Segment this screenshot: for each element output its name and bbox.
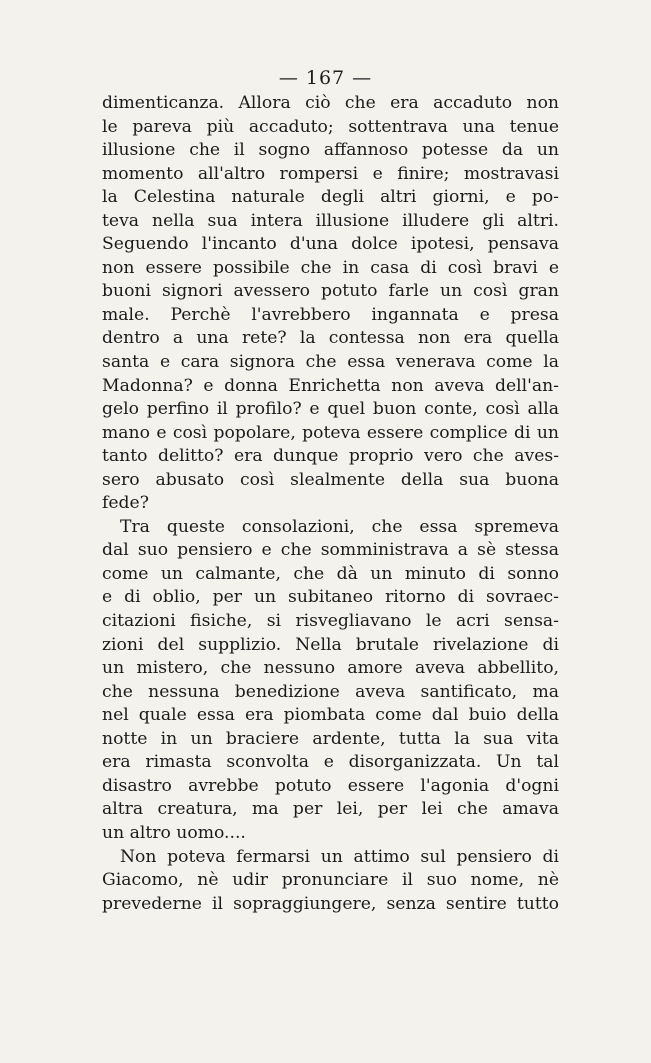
- text-line: prevederne il sopraggiungere, senza sentire tutto: [102, 893, 559, 914]
- text-line: mano e così popolare, poteva essere complice di un: [102, 422, 559, 443]
- page-number: — 167 —: [278, 67, 373, 89]
- body-text: [102, 92, 559, 916]
- text-line: notte in un braciere ardente, tutta la sua vita: [102, 728, 559, 749]
- text-line: dal suo pensiero e che somministrava a sè stessa: [102, 540, 559, 561]
- text-line: era rimasta sconvolta e disorganizzata. Un tal: [102, 752, 559, 773]
- text-line: momento all'altro rompersi e finire; mostravasi: [102, 163, 559, 184]
- text-line: come un calmante, che dà un minuto di sonno: [102, 563, 559, 584]
- text-line: santa e cara signora che essa venerava come la: [102, 352, 559, 373]
- text-line: Seguendo l'incanto d'una dolce ipotesi, pensava: [102, 234, 559, 255]
- text-line: Tra queste consolazioni, che essa spremeva: [120, 516, 559, 537]
- text-line: sero abusato così slealmente della sua buona: [102, 469, 559, 490]
- text-line: che nessuna benedizione aveva santificato, ma: [102, 681, 559, 702]
- text-line: male. Perchè l'avrebbero ingannata e presa: [102, 304, 559, 325]
- text-line: buoni signori avessero potuto farle un così gran: [102, 281, 559, 302]
- text-line: dentro a una rete? la contessa non era quella: [102, 328, 559, 349]
- text-line: gelo perfino il profilo? e quel buon conte, così alla: [102, 399, 559, 420]
- text-line: disastro avrebbe potuto essere l'agonia d'ogni: [102, 775, 559, 796]
- text-line: Madonna? e donna Enrichetta non aveva dell'an-: [102, 375, 559, 396]
- text-line: nel quale essa era piombata come dal buio della: [102, 705, 559, 726]
- text-line: zioni del supplizio. Nella brutale rivelazione di: [102, 634, 559, 655]
- text-line: illusione che il sogno affannoso potesse da un: [102, 140, 559, 161]
- text-line: non essere possibile che in casa di così bravi e: [102, 257, 559, 278]
- text-line: un altro uomo....: [102, 822, 246, 843]
- text-line: dimenticanza. Allora ciò che era accaduto non: [102, 93, 559, 113]
- text-line: un mistero, che nessuno amore aveva abbellito,: [102, 658, 559, 679]
- text-line: fede?: [102, 493, 149, 514]
- text-line: le pareva più accaduto; sottentrava una tenue: [102, 116, 559, 137]
- text-line: Non poteva fermarsi un attimo sul pensiero di: [120, 846, 559, 867]
- text-line: Giacomo, nè udir pronunciare il suo nome, nè: [102, 870, 559, 891]
- text-line: tanto delitto? era dunque proprio vero che aves-: [102, 446, 559, 467]
- text-line: citazioni fisiche, si risvegliavano le acri sensa-: [102, 611, 559, 632]
- text-line: altra creatura, ma per lei, per lei che amava: [102, 799, 559, 820]
- text-line: la Celestina naturale degli altri giorni, e po-: [102, 187, 559, 208]
- text-line: e di oblio, per un subitaneo ritorno di sovraec-: [102, 587, 559, 608]
- text-line: teva nella sua intera illusione illudere gli altri.: [102, 210, 559, 231]
